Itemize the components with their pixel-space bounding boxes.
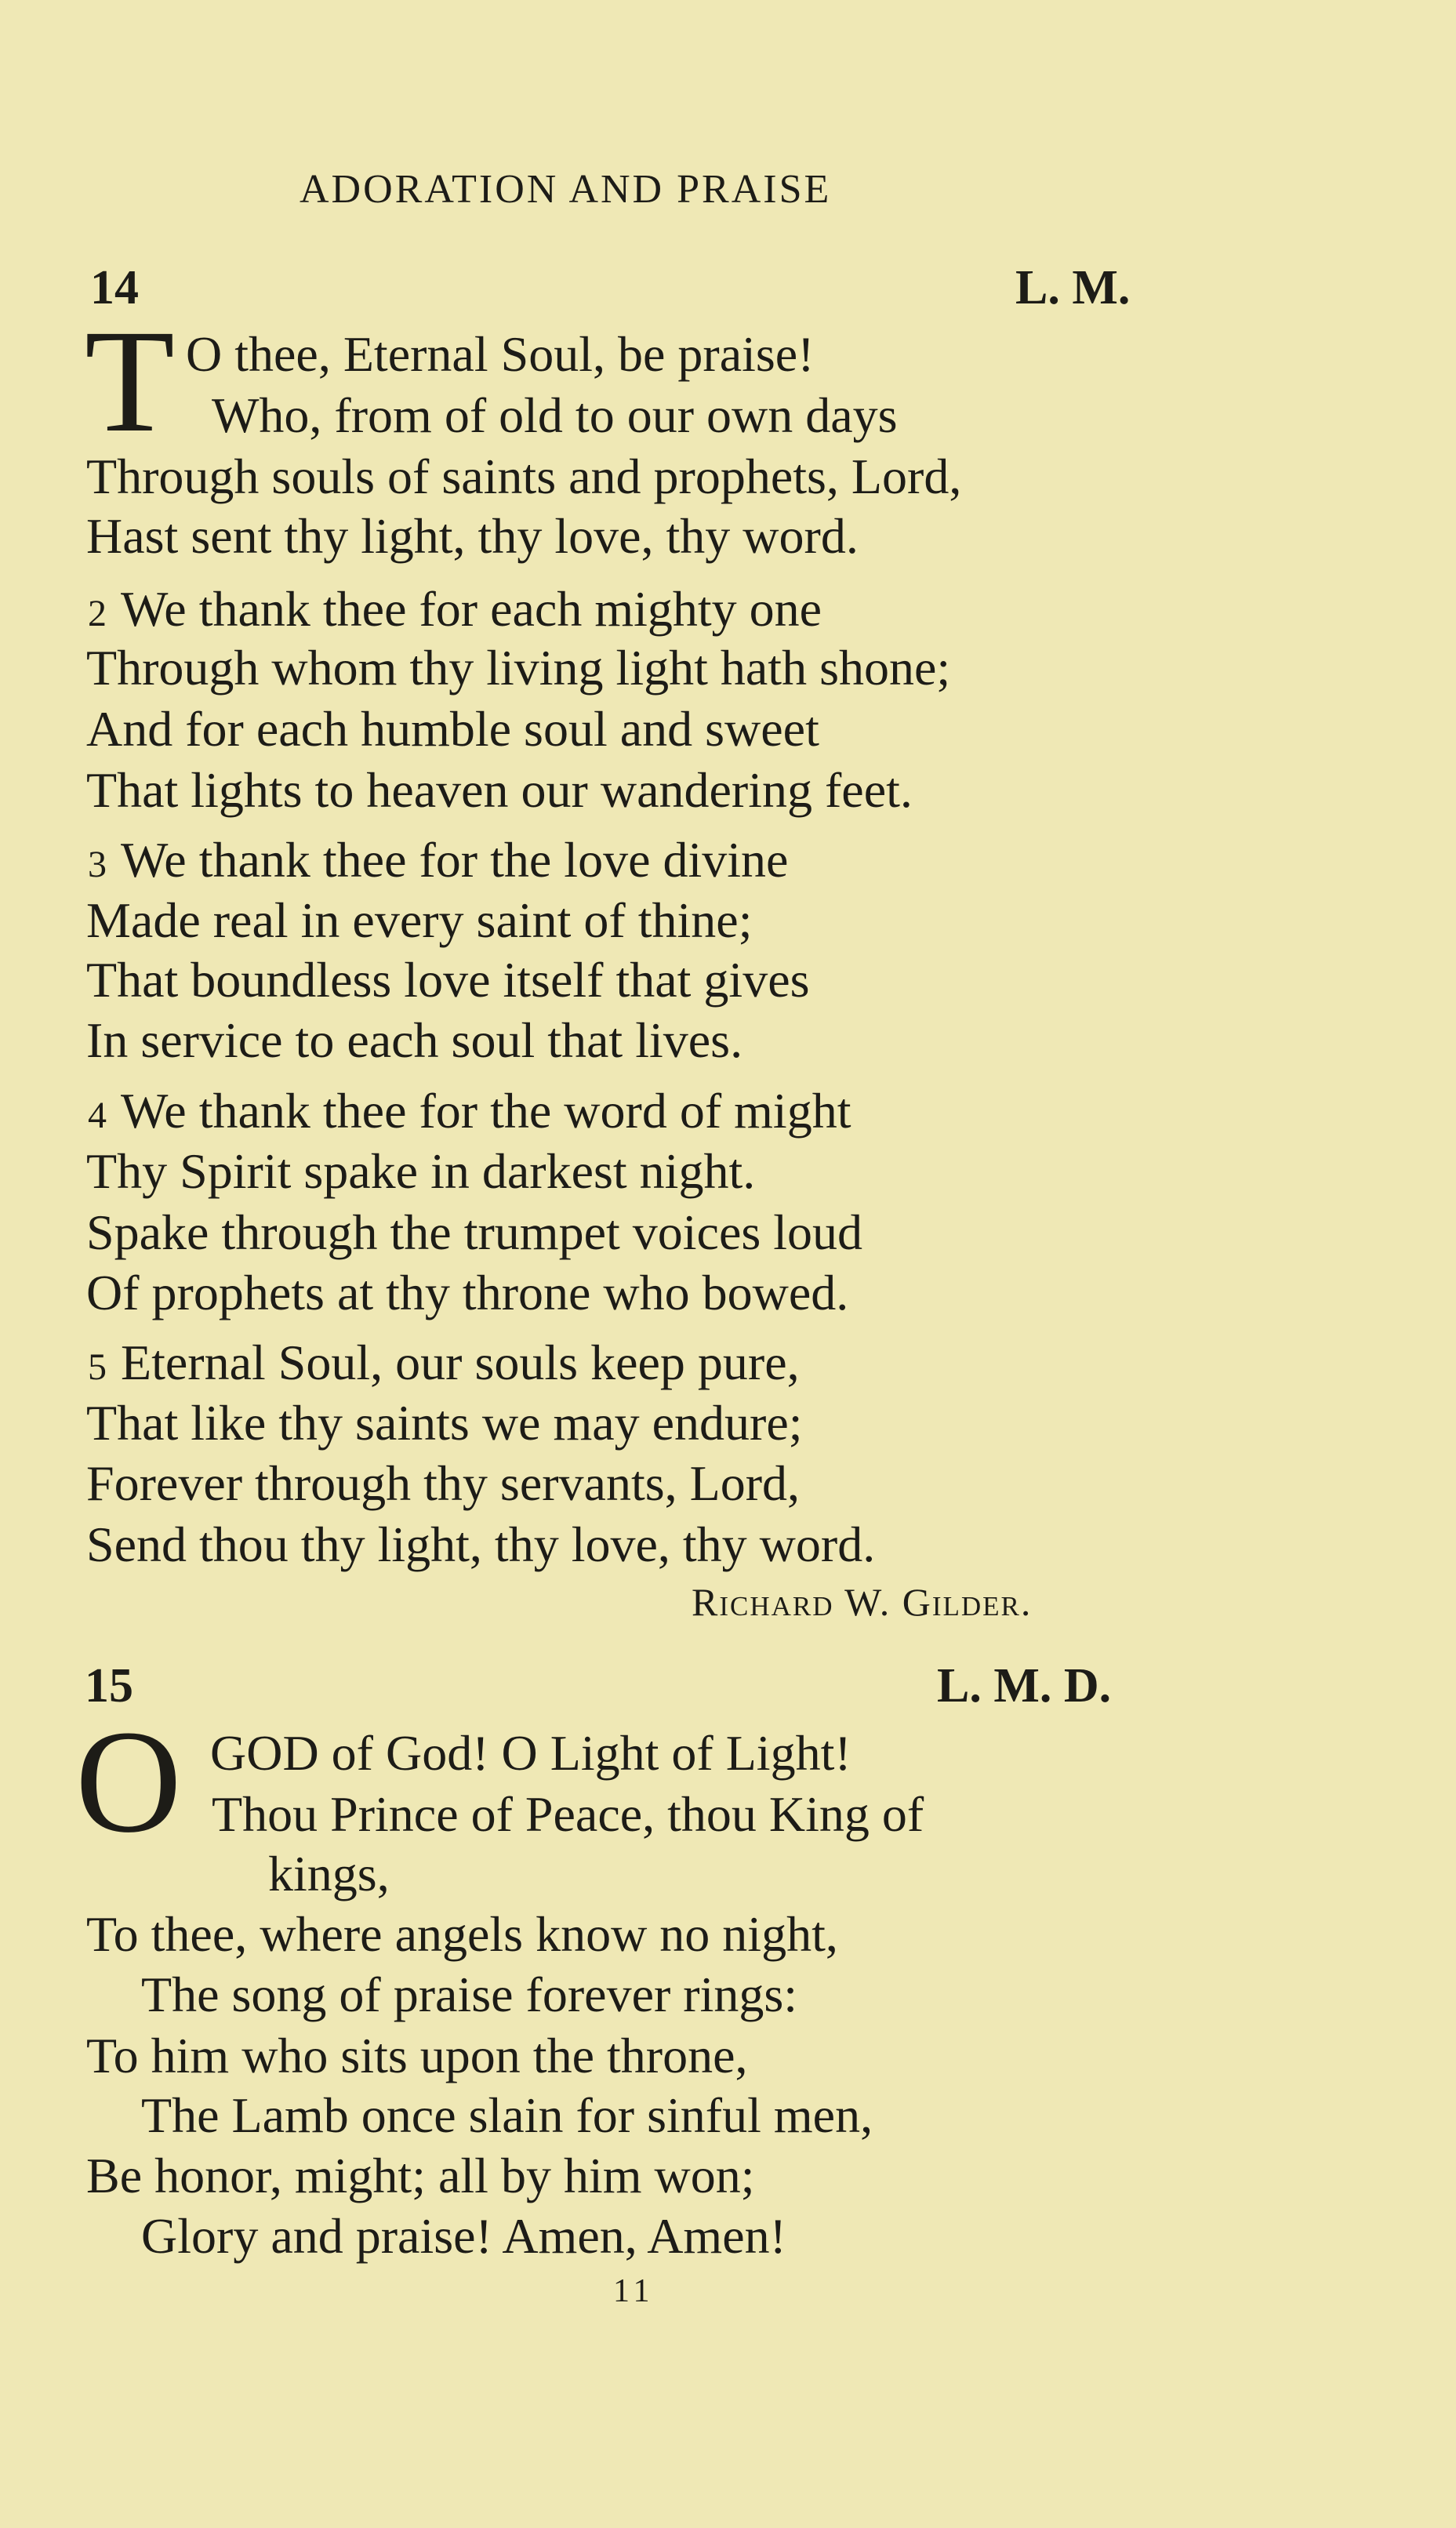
hymn-meter: L. M. — [1015, 261, 1131, 314]
hymn-line: kings, — [268, 1846, 390, 1901]
verse-number: 2 — [88, 593, 107, 634]
hymn-line: The song of praise forever rings: — [141, 1967, 798, 2022]
drop-cap-letter: O — [75, 1699, 182, 1863]
hymn-line: To thee, where angels know no night, — [86, 1906, 838, 1962]
verse-number: 5 — [88, 1346, 107, 1388]
hymn-number: 15 — [85, 1659, 133, 1713]
hymn-line: We thank thee for each mighty one — [121, 581, 822, 637]
page-number: 11 — [613, 2273, 655, 2309]
hymn-meter: L. M. D. — [937, 1659, 1112, 1713]
hymn-line: We thank thee for the love divine — [121, 832, 789, 888]
hymn-line: Of prophets at thy throne who bowed. — [86, 1265, 849, 1320]
hymn-line: Through souls of saints and prophets, Lord, — [86, 449, 962, 504]
hymn-line: Who, from of old to our own days — [212, 387, 898, 443]
verse-line-numbered — [88, 1335, 800, 1390]
hymn-line: Glory and praise! Amen, Amen! — [141, 2208, 786, 2264]
hymn-line: And for each humble soul and sweet — [86, 701, 819, 757]
verse-line-numbered — [88, 832, 789, 888]
hymn-line: The Lamb once slain for sinful men, — [141, 2087, 873, 2143]
verse-line-numbered — [88, 581, 822, 637]
hymn-line: Made real in every saint of thine; — [86, 892, 753, 948]
hymn-line: O thee, Eternal Soul, be praise! — [186, 326, 815, 382]
hymn-line: Be honor, might; all by him won; — [86, 2148, 755, 2203]
verse-number: 4 — [88, 1095, 107, 1136]
verse-line-numbered — [88, 1083, 851, 1139]
hymn-line: To him who sits upon the throne, — [86, 2028, 748, 2083]
hymn-line: Eternal Soul, our souls keep pure, — [121, 1335, 800, 1390]
verse-number: 3 — [88, 844, 107, 885]
hymn-line: Thou Prince of Peace, thou King of — [212, 1786, 924, 1842]
hymn-line: GOD of God! O Light of Light! — [210, 1725, 851, 1781]
hymn-line: Hast sent thy light, thy love, thy word. — [86, 508, 859, 564]
hymn-line: Send thou thy light, thy love, thy word. — [86, 1516, 876, 1572]
hymn-line: Through whom thy living light hath shone; — [86, 640, 951, 696]
hymn-line: That lights to heaven our wandering feet. — [86, 762, 913, 818]
hymn-line: That like thy saints we may endure; — [86, 1395, 803, 1451]
hymn-line: In service to each soul that lives. — [86, 1012, 743, 1068]
hymn-line: We thank thee for the word of might — [121, 1083, 851, 1139]
running-head: ADORATION AND PRAISE — [300, 167, 832, 212]
hymn-line: Spake through the trumpet voices loud — [86, 1204, 863, 1260]
hymn-line: Thy Spirit spake in darkest night. — [86, 1143, 756, 1199]
hymn-attribution: Richard W. Gilder. — [692, 1580, 1033, 1624]
drop-cap-letter: T — [85, 299, 175, 463]
hymn-line: Forever through thy servants, Lord, — [86, 1455, 801, 1511]
hymn-number: 14 — [90, 261, 139, 314]
hymn-line: That boundless love itself that gives — [86, 952, 810, 1008]
